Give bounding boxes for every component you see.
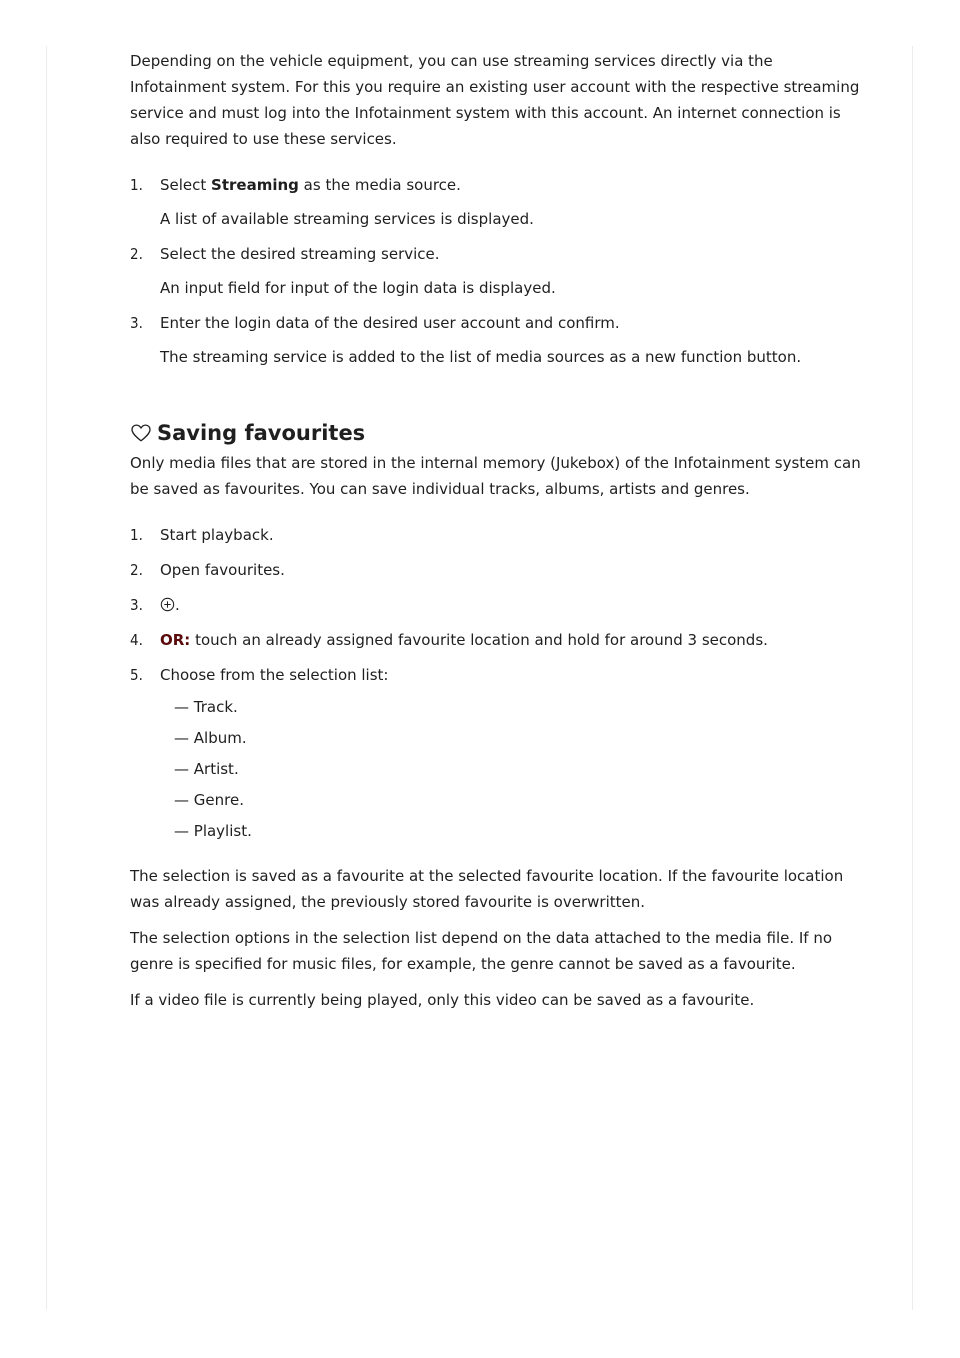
step-instruction: Enter the login data of the desired user account and confirm. [160,314,620,332]
section-heading-saving-favourites [130,418,870,448]
list-item: — Genre. [174,791,244,809]
step-instruction [160,627,870,653]
step-text: . [175,596,180,614]
step-text: touch an already assigned favourite location and hold for around 3 seconds. [190,631,768,649]
or-keyword: OR: [160,631,191,649]
favourites-step-1 [130,522,870,548]
step-text: as the media source. [298,176,461,194]
step-instruction: Select the desired streaming service. [160,245,440,263]
step-result: A list of available streaming services is displayed. [160,210,534,228]
favourites-step-2 [130,557,870,583]
page-border-left [46,46,47,1310]
step-instruction: Start playback. [160,526,274,544]
step-instruction [160,592,870,618]
step-number: 3. [130,314,143,332]
streaming-steps [130,172,870,370]
list-item: — Track. [174,698,238,716]
list-item: — Artist. [174,760,239,778]
favourites-intro: Only media files that are stored in the internal memory (Jukebox) of the Infotainment system can be saved as favourites. You can save individual tracks, albums, artists and genres. [130,454,861,498]
step-instruction: Choose from the selection list: [160,666,389,684]
streaming-step-1 [130,172,870,232]
streaming-keyword: Streaming [211,176,299,194]
list-item: — Playlist. [174,822,252,840]
selection-list [130,692,870,847]
step-text: Select [160,176,212,194]
favourites-note-2: The selection options in the selection list depend on the data attached to the media file. If no genre is specified for music files, for example, the genre cannot be saved as a favourite. [130,929,833,973]
favourites-step-4 [130,627,870,653]
page-border-right [912,46,913,1310]
streaming-intro: Depending on the vehicle equipment, you can use streaming services directly via the Infotainment system. For this you require an existing user account with the respective streaming service and must log into the Infotainment system with this account. An internet connection is also required to use these services. [130,52,860,148]
step-number: 1. [130,526,143,544]
manual-page-content [130,48,870,1013]
step-instruction: Open favourites. [160,561,285,579]
favourites-step-3 [130,592,870,618]
step-number: 4. [130,631,143,649]
step-number: 2. [130,561,143,579]
circle-plus-icon [160,597,175,612]
step-instruction [160,172,870,198]
step-number: 1. [130,176,143,194]
streaming-step-2 [130,241,870,301]
favourites-step-5 [130,662,870,688]
step-result: The streaming service is added to the list of media sources as a new function button. [160,348,802,366]
step-number: 5. [130,666,143,684]
step-number: 2. [130,245,143,263]
list-item: — Album. [174,729,247,747]
favourites-note-1: The selection is saved as a favourite at the selected favourite location. If the favourite location was already assigned, the previously stored favourite is overwritten. [130,867,844,911]
heart-outline-icon [130,422,152,444]
favourites-note-3: If a video file is currently being played, only this video can be saved as a favourite. [130,991,755,1009]
step-number: 3. [130,596,143,614]
step-result: An input field for input of the login data is displayed. [160,279,556,297]
streaming-step-3 [130,310,870,370]
section-title: Saving favourites [157,421,366,445]
favourites-steps [130,522,870,688]
